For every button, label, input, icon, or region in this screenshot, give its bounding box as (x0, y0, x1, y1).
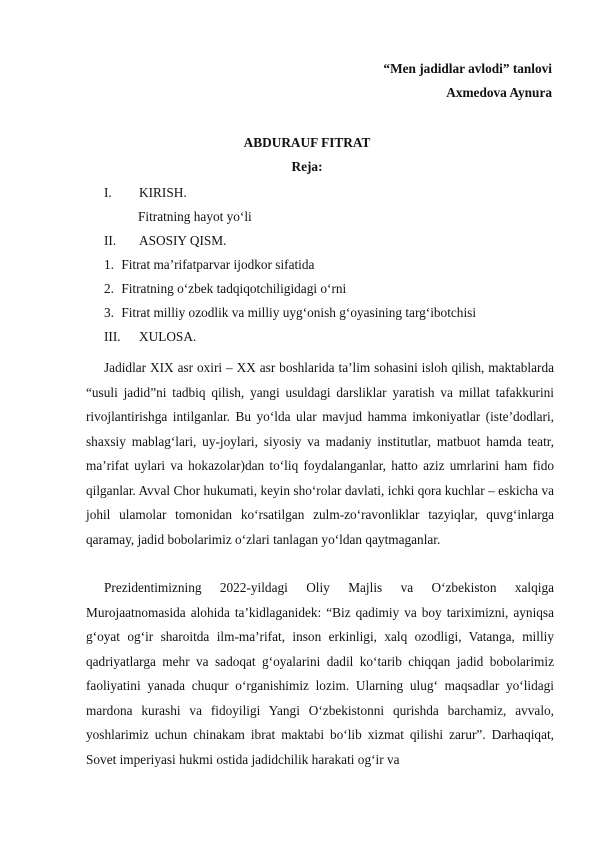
plan-item-number: 1. (104, 257, 114, 272)
plan-item-text: KIRISH. (139, 185, 187, 200)
plan-item (104, 280, 346, 298)
plan-item-number: III. (104, 329, 121, 344)
plan-item-number: 3. (104, 305, 114, 320)
plan-item (104, 328, 196, 346)
document-title: ABDURAUF FITRAT (243, 135, 371, 150)
plan-item-text: Fitratning o‘zbek tadqiqotchiligidagi o‘rni (121, 281, 347, 296)
paragraph-text: Prezidentimizning 2022-yildagi Oliy Majlis va O‘zbekiston xalqiga Murojaatnomasida alohida ta’kidlaganidek: “Biz qadimiy va boy tariximizni, ayniqsa g‘oyat og‘ir sharoitda ilm-ma’rifat, inson erkinligi, xalq ozodligi, Vatanga, milliy qadriyatlarga mehr va sadoqat g‘oyalarini dadil ko‘tarib chiqqan jadid bobolarimiz faoliyatini yanada chuqur o‘rganishimiz lozim. Ularning ulug‘ maqsadlar yo‘lidagi mardona kurashi va fidoyiligi Yangi O‘zbekistonni qurishda barchamiz, avvalo, yoshlarimiz uchun chinakam ibrat maktabi bo‘lib xizmat qilishi zarur”. Darhaqiqat, Sovet imperiyasi hukmi ostida jadidchilik harakati og‘ir va (86, 580, 554, 767)
plan-item-number: 2. (104, 281, 114, 296)
paragraph-text: Jadidlar XIX asr oxiri – XX asr boshlarida ta’lim sohasini isloh qilish, maktablarda “usuli jadid”ni tadbiq qilish, yangi usuldagi darsliklar yaratish va millat tafakkurini rivojlantirishga intilganlar. Bu yo‘lda ular mavjud hamma imkoniyatlar (iste’dodlari, shaxsiy mablag‘lari, uy-joylari, siyosiy va madaniy institutlar, matbuot hamda teatr, ma’rifat uylari va hokazolar)dan to‘liq foydalanganlar, hatto aziz umrlarini ham fido qilganlar. Avval Chor hukumati, keyin sho‘rolar davlati, ichki qora kuchlar – eskicha va johil ulamolar tomonidan ko‘rsatilgan zulm-zo‘ravonliklar tazyiqlar, quvg‘inlarga qaramay, jadid bobolarimiz o‘zlari tanlagan yo‘ldan qaytmaganlar. (86, 360, 554, 547)
plan-item (104, 304, 476, 322)
plan-item-text: ASOSIY QISM. (139, 233, 227, 248)
body-paragraph (86, 356, 554, 552)
plan-heading: Reja: (291, 159, 323, 174)
plan-item (104, 184, 187, 202)
plan-item (138, 208, 252, 226)
plan-item-text: Fitrat ma’rifatparvar ijodkor sifatida (121, 257, 315, 272)
plan-item-number: II. (104, 233, 117, 248)
author-name: Axmedova Aynura (446, 85, 552, 100)
plan-item-text: Fitrat milliy ozodlik va milliy uyg‘onish g‘oyasining targ‘ibotchisi (121, 305, 477, 320)
plan-item (104, 232, 226, 250)
plan-item-text: XULOSA. (139, 329, 197, 344)
body-paragraph (86, 576, 554, 772)
contest-title: “Men jadidlar avlodi” tanlovi (383, 61, 552, 76)
plan-item (104, 256, 314, 274)
plan-item-text: Fitratning hayot yo‘li (138, 209, 252, 224)
plan-item-number: I. (104, 185, 112, 200)
